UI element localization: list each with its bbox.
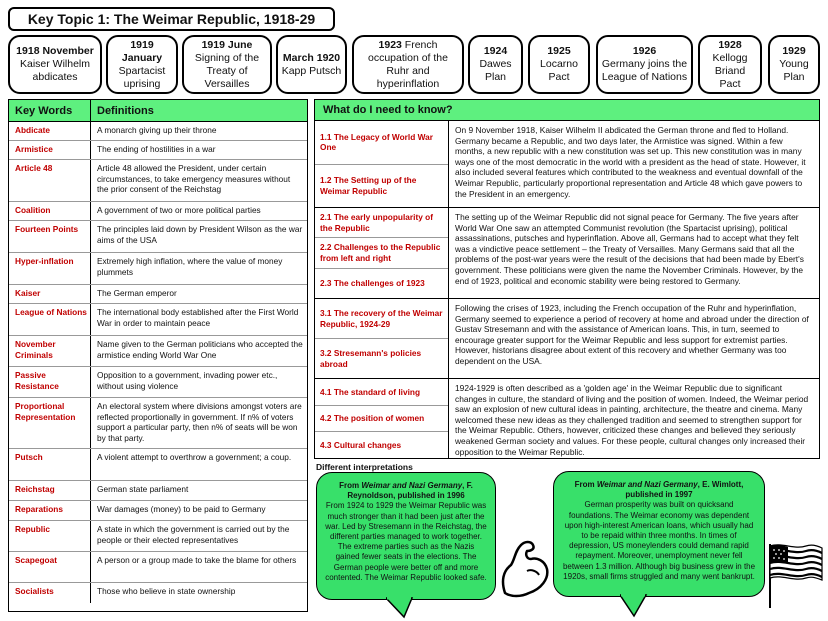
section-topics	[315, 299, 449, 378]
key-word-definition: German state parliament	[97, 484, 189, 494]
timeline-date: 1919 January	[121, 38, 163, 64]
key-word-definition: The ending of hostilities in a war	[97, 144, 216, 154]
need-to-know-section	[315, 379, 819, 458]
key-word-row	[9, 304, 307, 336]
timeline-date: 1919 June	[201, 38, 253, 51]
key-word-term: Armistice	[9, 141, 91, 159]
key-word-term: Reichstag	[9, 481, 91, 500]
timeline-event	[106, 35, 178, 94]
page-title: Key Topic 1: The Weimar Republic, 1918-29	[8, 7, 335, 31]
timeline-date: 1923	[378, 38, 402, 51]
timeline-event	[276, 35, 347, 94]
key-words-header-term: Key Words	[9, 100, 91, 121]
need-to-know-section	[315, 208, 819, 299]
need-to-know-table	[314, 99, 820, 459]
section-topic: 1.2 The Setting up of the Weimar Republic	[320, 175, 417, 196]
timeline-text: Signing of the Treaty of Versailles	[194, 51, 260, 90]
section-topics	[315, 121, 449, 207]
key-word-definition: A person or a group made to take the blame for others	[97, 555, 297, 565]
timeline-event	[468, 35, 523, 94]
timeline-text: Kapp Putsch	[281, 64, 342, 77]
interpretation-source-right: From Weimar and Nazi Germany, E. Wimlott, published in 1997	[574, 480, 744, 500]
key-word-term: Kaiser	[9, 285, 91, 303]
key-word-term: Fourteen Points	[9, 221, 91, 252]
key-word-term: Proportional Representation	[9, 398, 91, 448]
timeline-date: 1925	[547, 45, 571, 57]
bubble-tail-right	[620, 594, 650, 618]
timeline-date: 1929	[782, 45, 806, 57]
timeline-date: 1918 November	[16, 45, 94, 57]
timeline-date: March 1920	[282, 51, 341, 64]
section-topic: 2.1 The early unpopularity of the Republic	[315, 208, 448, 238]
section-summary: On 9 November 1918, Kaiser Wilhelm II abdicated the German throne and fled to Holland. Germany became a Republic, and two days later, the Armistice was signed. Within a few months, a new republic with a new constitution was set up. This new constitution was in many ways one of the most democratic in the world with a president as the head of state. However, it also included several features which contributed to the weakness and eventual downfall of the Weimar Republic, particularly proportional representation and Article 48 which gave powers to the President in an emergency.	[455, 125, 806, 199]
timeline-text: Dawes Plan	[479, 58, 512, 83]
section-topic: 4.2 The position of women	[315, 406, 448, 433]
key-word-definition: Name given to the German politicians who accepted the armistice ending World War One	[97, 339, 303, 360]
interpretation-text-right: German prosperity was built on quicksand foundations. The Weimar economy was dependent upon high-interest American loans, which usually had to be repaid within three months. In times of depression, US moneylenders could demand rapid repayment. Moreover, unemployment never fell between 1.3 million. Although big business grew in the 1920s, small firms struggled and many went bankrupt.	[562, 500, 756, 581]
key-word-term: Coalition	[9, 202, 91, 220]
timeline-event	[182, 35, 272, 94]
key-words-table	[8, 99, 308, 612]
section-topic: 4.1 The standard of living	[315, 379, 448, 406]
key-word-row	[9, 583, 307, 603]
section-summary: The setting up of the Weimar Republic did not signal peace for Germany. The five years after World War One saw an attempted Communist revolution (the Spartacist uprising), political assassinations, putsches and hyperinflation. Above all, Germans had to accept what they felt was a vindictive peace settlement – the Treaty of Versailles. Many Germans said that all the problems of the post-war years were the result of the decisions that had been made by Ebert's government. These politicians were given the name the November Criminals. However, by the end of 1923, political and economic stability were being restored to Germany.	[455, 212, 804, 286]
key-word-definition: A monarch giving up their throne	[97, 125, 217, 135]
key-word-row	[9, 367, 307, 398]
key-word-definition: The principles laid down by President Wilson as the war aims of the USA	[97, 224, 303, 245]
timeline-text: Kaiser Wilhelm abdicates	[19, 58, 90, 83]
us-flag-icon	[766, 540, 824, 610]
timeline-date: 1928	[718, 38, 742, 51]
timeline-event	[698, 35, 762, 94]
key-word-row	[9, 552, 307, 583]
key-word-row	[9, 481, 307, 501]
key-word-row	[9, 141, 307, 160]
section-topics	[315, 208, 449, 298]
key-word-term: Scapegoat	[9, 552, 91, 582]
key-word-row	[9, 221, 307, 253]
key-word-definition: Article 48 allowed the President, under certain circumstances, to take emergency measures without the prior consent of the Reichstag	[97, 163, 291, 194]
key-word-definition: Opposition to a government, invading power etc., without using violence	[97, 370, 278, 391]
key-word-row	[9, 449, 307, 481]
key-word-term: Article 48	[9, 160, 91, 201]
key-word-definition: Those who believe in state ownership	[97, 586, 236, 596]
timeline-event	[352, 35, 464, 94]
key-word-row	[9, 521, 307, 552]
timeline-text: Germany joins the League of Nations	[601, 58, 688, 83]
key-word-definition: A government of two or more political parties	[97, 205, 261, 215]
section-summary: Following the crises of 1923, including the French occupation of the Ruhr and hyperinflation, Germany seemed to experience a period of recovery at home and abroad under the direction of Gustav Stresemann and with the assistance of American loans. This, in turn, seemed to encourage greater support for the Weimar Republic and less support for extremist parties. However, historians disagree about extent of this recovery and whether Germany was too dependent on the USA.	[455, 303, 809, 366]
key-word-term: League of Nations	[9, 304, 91, 335]
timeline-text: Locarno Pact	[540, 58, 578, 83]
timeline-date: 1926	[632, 45, 657, 57]
bubble-tail-left	[386, 597, 416, 619]
key-word-term: Reparations	[9, 501, 91, 520]
timeline-event	[596, 35, 693, 94]
section-topic: 3.1 The recovery of the Weimar Republic, 1924-29	[315, 299, 448, 339]
section-topic: 1.1 The Legacy of World War One	[315, 121, 448, 165]
key-word-term: Republic	[9, 521, 91, 551]
timeline-text: Young Plan	[779, 58, 809, 83]
key-words-header	[9, 100, 307, 122]
need-to-know-section	[315, 121, 819, 208]
key-word-row	[9, 398, 307, 449]
section-topic: 2.2 Challenges to the Republic from left and right	[315, 238, 448, 268]
key-word-definition: An electoral system where divisions amongst voters are reflected proportionally in government. If n% of voters support a particular party, then n% of seats will be won by that party.	[97, 401, 302, 443]
key-word-definition: The international body established after the First World War in order to maintain peace	[97, 307, 299, 328]
interpretation-bubble-right	[553, 471, 765, 597]
timeline-text: French occupation of the Ruhr and hyperinflation	[368, 38, 448, 90]
timeline-text: Kellogg Briand Pact	[712, 51, 748, 90]
key-word-row	[9, 160, 307, 202]
key-word-term: Putsch	[9, 449, 91, 480]
key-word-term: November Criminals	[9, 336, 91, 366]
interpretation-bubble-left	[316, 472, 496, 600]
flexed-arm-icon	[497, 535, 553, 599]
interpretations-label: Different interpretations	[316, 462, 413, 472]
need-to-know-header: What do I need to know?	[315, 100, 819, 121]
key-word-row	[9, 285, 307, 304]
timeline-date: 1924	[483, 45, 508, 57]
section-topic: 2.3 The challenges of 1923	[320, 278, 425, 289]
interpretation-source-left: From Weimar and Nazi Germany, F. Reynoldson, published in 1996	[339, 481, 473, 501]
key-word-row	[9, 253, 307, 285]
key-word-term: Hyper-inflation	[9, 253, 91, 284]
section-topics	[315, 379, 449, 458]
timeline-text: Spartacist uprising	[118, 64, 166, 90]
section-summary: 1924-1929 is often described as a 'golden age' in the Weimar Republic due to significant changes in culture, the standard of living and the position of women. Indeed, the Weimar period saw an explosion of new cultural ideas in painting, architecture, the theatre and cinema. Many welcomed these new ideas as they challenged tradition and seemed to strengthen support for the Weimar Republic. Others, however, criticized these changes and believed they seriously weakened German society and values. For these people, cultural changes only increased their opposition to the Weimar Republic.	[455, 383, 809, 457]
section-topic: 4.3 Cultural changes	[320, 439, 402, 450]
key-word-row	[9, 202, 307, 221]
key-word-definition: A state in which the government is carried out by the people or their elected representatives	[97, 524, 290, 545]
key-words-header-def: Definitions	[97, 104, 154, 117]
timeline-event	[528, 35, 590, 94]
key-word-definition: The German emperor	[97, 288, 177, 298]
key-word-definition: Extremely high inflation, where the value of money plummets	[97, 256, 283, 277]
interpretation-text-left: From 1924 to 1929 the Weimar Republic was much stronger than it had been just after the war. Led by Stresemann in the Reichstag, the different parties managed to work together. The extreme parties such as the Nazis gained fewer seats in the elections. The German people were better off and more contented. The Weimar Republic looked safe.	[325, 501, 487, 582]
key-word-row	[9, 501, 307, 521]
key-word-term: Socialists	[9, 583, 91, 603]
key-word-row	[9, 336, 307, 367]
key-word-term: Abdicate	[9, 122, 91, 140]
section-topic: 3.2 Stresemann's policies abroad	[320, 348, 422, 369]
key-word-definition: A violent attempt to overthrow a government; a coup.	[97, 452, 292, 462]
key-word-term: Passive Resistance	[9, 367, 91, 397]
key-word-row	[9, 122, 307, 141]
need-to-know-section	[315, 299, 819, 379]
timeline-event	[768, 35, 820, 94]
key-word-definition: War damages (money) to be paid to Germany	[97, 504, 266, 514]
timeline-event	[8, 35, 102, 94]
